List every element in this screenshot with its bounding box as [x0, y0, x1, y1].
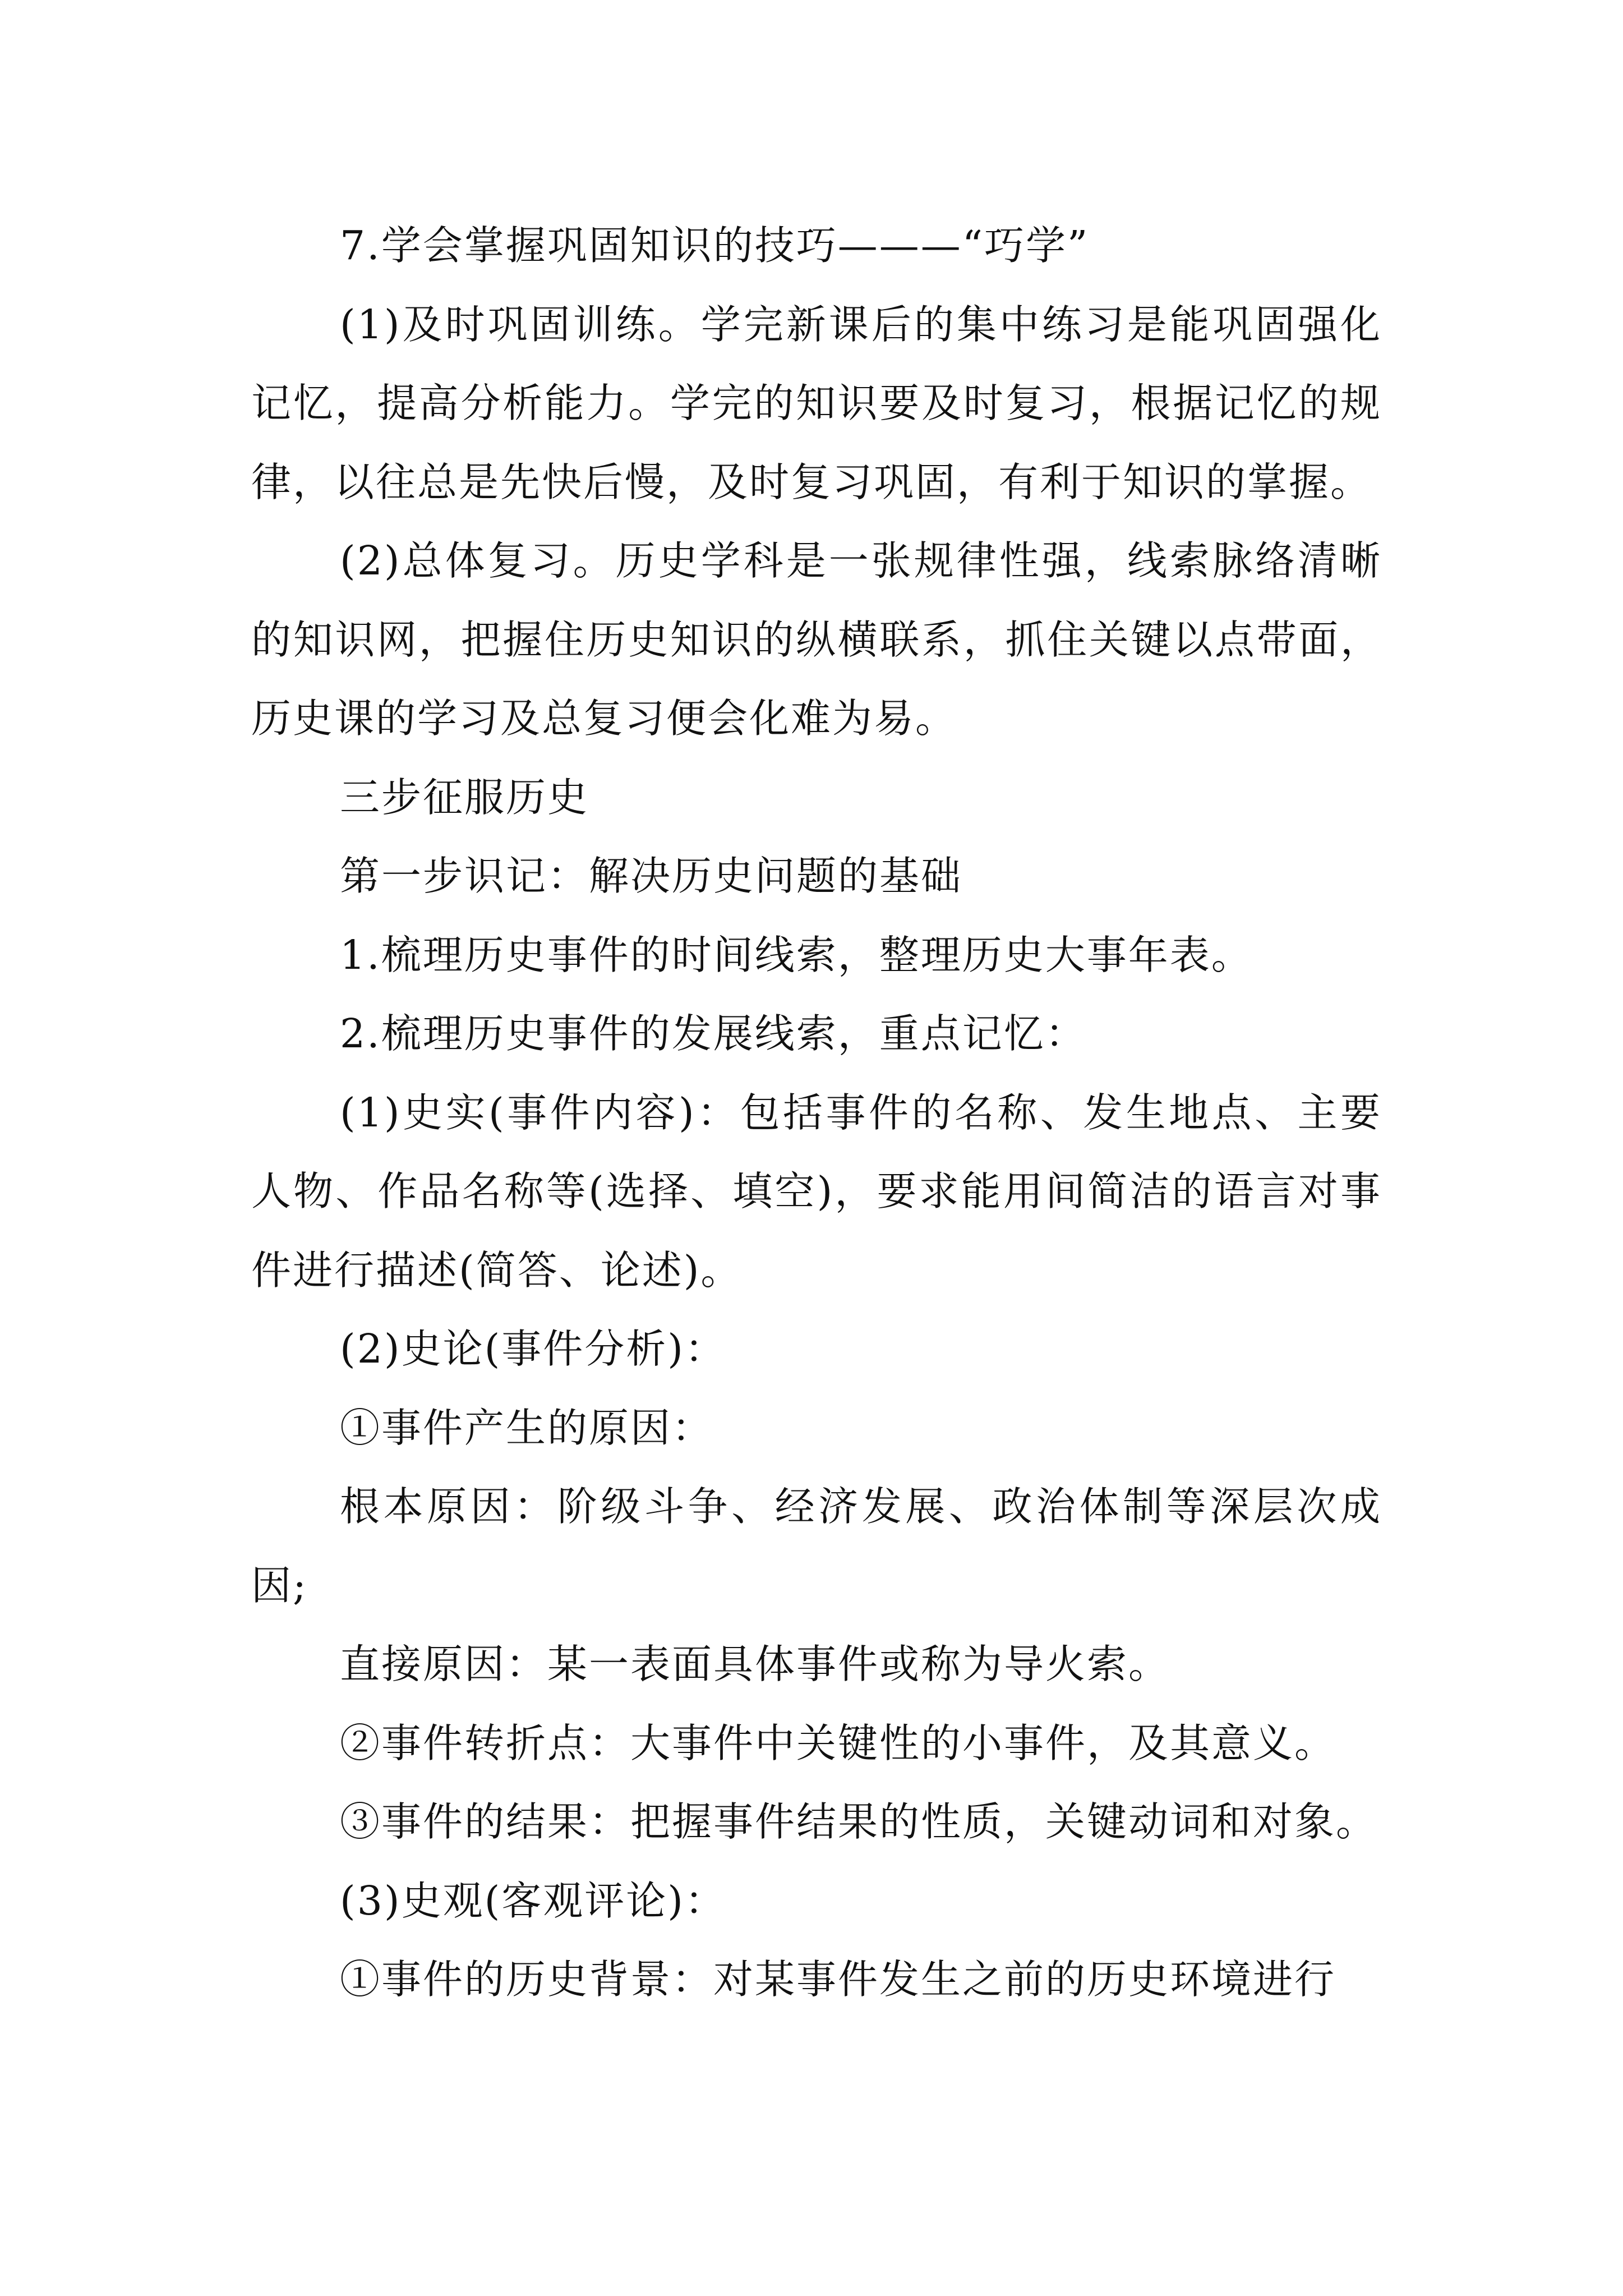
paragraph: 根本原因：阶级斗争、经济发展、政治体制等深层次成因; [251, 1483, 1382, 1609]
paragraph: (2)总体复习。历史学科是一张规律性强，线索脉络清晰的知识网，把握住历史知识的纵横联系，抓住关键以点带面，历史课的学习及总复习便会化难为易。 [251, 537, 1382, 742]
list-item: (3)史观(客观评论)： [340, 1877, 726, 1924]
paragraph: (1)史实(事件内容)：包括事件的名称、发生地点、主要人物、作品名称等(选择、填空)，要求能用间简洁的语言对事件进行描述(简答、论述)。 [251, 1089, 1382, 1294]
section-heading: 7.学会掌握巩固知识的技巧———“巧学” [340, 222, 1090, 269]
subsection-heading: 第一步识记：解决历史问题的基础 [340, 853, 963, 899]
document-body [251, 206, 1382, 2019]
paragraph: (1)及时巩固训练。学完新课后的集中练习是能巩固强化记忆，提高分析能力。学完的知识要及时复习，根据记忆的规律，以往总是先快后慢，及时复习巩固，有利于知识的掌握。 [251, 301, 1382, 505]
list-item: ③事件的结果：把握事件结果的性质，关键动词和对象。 [340, 1798, 1378, 1845]
list-item: ②事件转折点：大事件中关键性的小事件，及其意义。 [340, 1719, 1336, 1766]
list-item: 2.梳理历史事件的发展线索，重点记忆： [340, 1010, 1087, 1057]
list-item: ①事件产生的原因： [340, 1404, 714, 1451]
list-item: ①事件的历史背景：对某事件发生之前的历史环境进行 [340, 1956, 1336, 2003]
list-item: (2)史论(事件分析)： [340, 1326, 726, 1372]
section-heading: 三步征服历史 [340, 774, 589, 821]
list-item: 1.梳理历史事件的时间线索，整理历史大事年表。 [340, 931, 1253, 978]
paragraph: 直接原因：某一表面具体事件或称为导火索。 [340, 1641, 1170, 1687]
